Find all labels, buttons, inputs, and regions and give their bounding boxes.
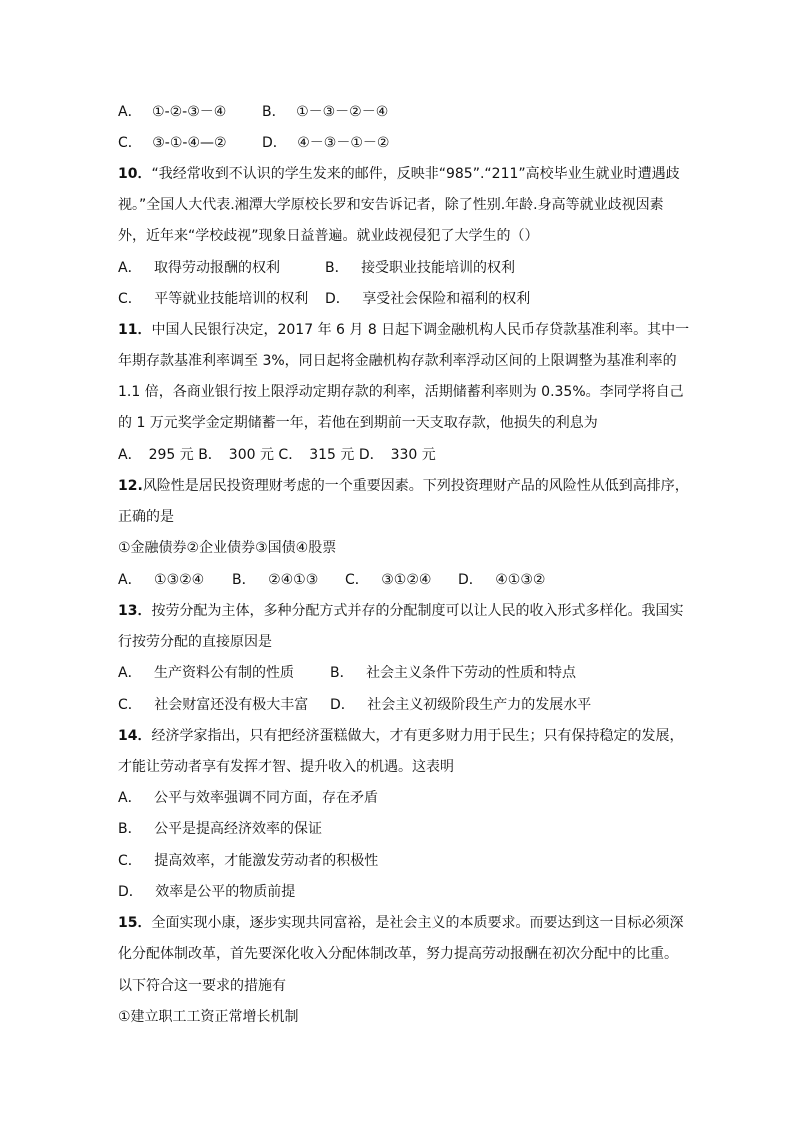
option-a-letter: A． [118, 260, 142, 276]
option-b-letter: B． [118, 821, 142, 837]
option-c-letter: C． [118, 853, 142, 869]
option-d-text: 享受社会保险和福利的权利 [362, 291, 531, 307]
q13-line-1 [118, 602, 683, 620]
option-c-letter: C． [118, 291, 142, 307]
q13-number: 13． [118, 603, 152, 619]
q10-option-a [118, 259, 280, 277]
option-a-letter: A． [118, 665, 142, 681]
option-d-text: ④－③－①－② [297, 135, 390, 151]
option-d-letter: D． [262, 135, 287, 151]
q14-option-a [118, 789, 378, 807]
q14-line-1 [118, 727, 683, 745]
q11-number: 11． [118, 322, 152, 338]
option-d-text: ④①③② [495, 572, 546, 588]
option-b-text: 接受职业技能培训的权利 [361, 260, 516, 276]
option-b-text: 社会主义条件下劳动的性质和特点 [366, 665, 577, 681]
q9-option-c [118, 134, 227, 152]
q15-item-1: ①建立职工工资正常增长机制 [118, 1009, 299, 1025]
q12-option-a [118, 571, 204, 589]
q11-line-3: 1.1 倍，各商业银行按上限浮动定期存款的利率，活期储蓄利率则为 0.35%。李同学将自己 [118, 384, 684, 400]
q15-line-2: 化分配体制改革，首先要深化收入分配体制改革，努力提高劳动报酬在初次分配中的比重。 [118, 946, 678, 962]
option-c-text: 平等就业技能培训的权利 [154, 291, 309, 307]
q10-number: 10． [118, 166, 152, 182]
option-a-text: ①-②-③－④ [152, 104, 227, 120]
q11-line-2: 年期存款基准利率调至 3%，同日起将金融机构存款利率浮动区间的上限调整为基准利率的 [118, 353, 677, 369]
option-b-letter: B． [330, 665, 354, 681]
q10-line-1 [118, 165, 680, 183]
q15-text-1: 全面实现小康，逐步实现共同富裕，是社会主义的本质要求。而要达到这一目标必须深 [151, 915, 684, 931]
option-c-text: ③①②④ [381, 572, 432, 588]
q13-line-2: 行按劳分配的直接原因是 [118, 634, 272, 650]
q11-text-1: 中国人民银行决定，2017 年 6 月 8 日起下调金融机构人民币存贷款基准利率。其中一 [151, 322, 690, 338]
q13-text-1: 按劳分配为主体，多种分配方式并存的分配制度可以让人民的收入形式多样化。我国实 [151, 603, 684, 619]
option-b-letter: B． [232, 572, 256, 588]
option-a-letter: A． [118, 572, 142, 588]
option-a-letter: A． [118, 104, 142, 120]
q12-text-1: 风险性是居民投资理财考虑的一个重要因素。下列投资理财产品的风险性从低到高排序， [142, 478, 689, 494]
q15-number: 15． [118, 915, 152, 931]
q10-option-b [325, 259, 515, 277]
q12-option-b [232, 571, 318, 589]
option-a-letter: A． [118, 790, 142, 806]
q13-option-b [330, 664, 576, 682]
q14-option-d [118, 883, 295, 901]
q12-number: 12. [118, 478, 143, 494]
q9-options-row-1 [118, 103, 226, 121]
q9-option-b [262, 103, 388, 121]
option-d-text: 社会主义初级阶段生产力的发展水平 [367, 697, 592, 713]
q12-line-2: 正确的是 [118, 509, 174, 525]
option-c-text: 提高效率，才能激发劳动者的积极性 [154, 853, 379, 869]
q10-line-3: 外，近年来“学校歧视”现象日益普遍。就业歧视侵犯了大学生的（） [118, 228, 539, 244]
option-c-text: ③-①-④—② [152, 135, 227, 151]
q14-option-c [118, 852, 378, 870]
option-c-letter: C． [118, 135, 142, 151]
q10-option-c [118, 290, 308, 308]
q10-option-d [325, 290, 530, 308]
q12-option-d [458, 571, 545, 589]
q15-line-1 [118, 914, 683, 932]
q12-line-1 [118, 477, 689, 495]
option-b-letter: B． [325, 260, 349, 276]
option-d-letter: D． [118, 884, 143, 900]
q14-text-1: 经济学家指出，只有把经济蛋糕做大，才有更多财力用于民生；只有保持稳定的发展， [151, 728, 684, 744]
option-b-text: ①－③－②－④ [296, 104, 389, 120]
q14-line-2: 才能让劳动者享有发挥才智、提升收入的机遇。这表明 [118, 759, 454, 775]
option-b-text: ②④①③ [268, 572, 319, 588]
option-b-text: 公平是提高经济效率的保证 [154, 821, 323, 837]
q11-line-1 [118, 321, 689, 339]
q12-items: ①金融债券②企业债券③国债④股票 [118, 540, 337, 556]
q15-line-3: 以下符合这一要求的措施有 [118, 978, 286, 994]
option-a-text: ①③②④ [154, 572, 205, 588]
option-d-letter: D． [330, 697, 355, 713]
q13-option-c [118, 696, 308, 714]
q14-option-b [118, 820, 322, 838]
option-c-letter: C． [118, 697, 142, 713]
q9-option-d [262, 134, 389, 152]
option-b-letter: B． [262, 104, 286, 120]
q10-text-1: “我经常收到不认识的学生发来的邮件，反映非“985”.“211”高校毕业生就业时遭遇歧 [151, 166, 680, 182]
q11-options: A． 295 元 B． 300 元 C． 315 元 D． 330 元 [118, 447, 436, 463]
q10-line-2: 视。”全国人大代表.湘潭大学原校长罗和安告诉记者，除了性别.年龄.身高等就业歧视因素 [118, 197, 664, 213]
option-c-text: 社会财富还没有极大丰富 [154, 697, 309, 713]
q12-option-c [345, 571, 431, 589]
option-a-text: 取得劳动报酬的权利 [154, 260, 281, 276]
option-d-letter: D． [325, 291, 350, 307]
q14-number: 14． [118, 728, 152, 744]
q13-option-a [118, 664, 294, 682]
option-c-letter: C． [345, 572, 369, 588]
q13-option-d [330, 696, 591, 714]
option-a-text: 生产资料公有制的性质 [154, 665, 295, 681]
option-d-text: 效率是公平的物质前提 [155, 884, 296, 900]
option-a-text: 公平与效率强调不同方面，存在矛盾 [154, 790, 379, 806]
q11-line-4: 的 1 万元奖学金定期储蓄一年，若他在到期前一天支取存款，他损失的利息为 [118, 415, 598, 431]
option-d-letter: D． [458, 572, 483, 588]
